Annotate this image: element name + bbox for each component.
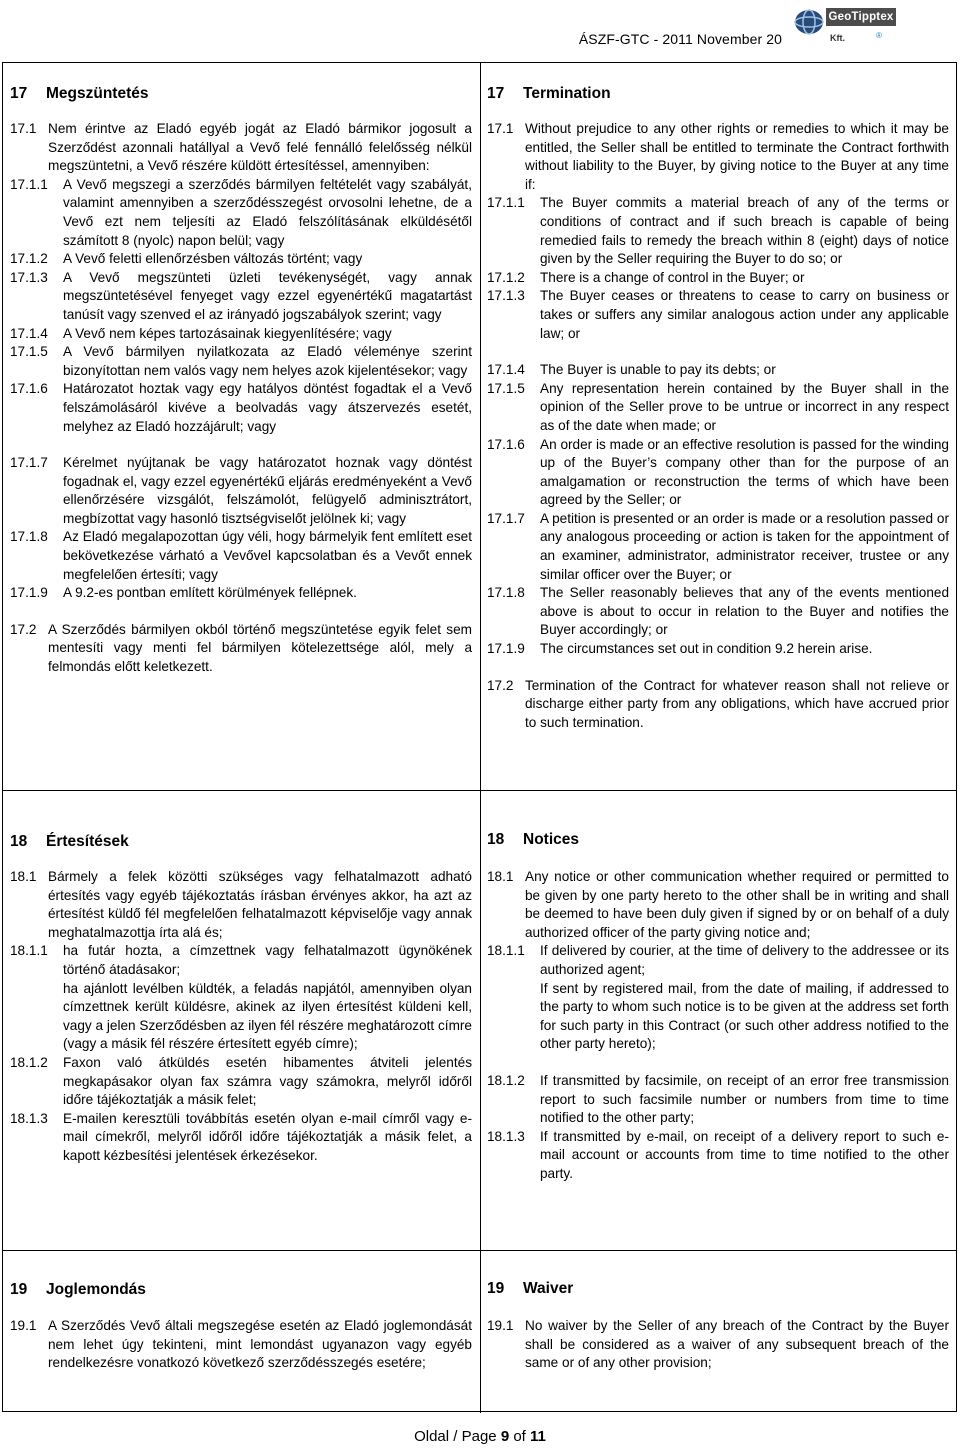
page-header [0,0,960,58]
clause-18-1-1: 18.1.1 If delivered by courier, at the time of delivery to the addressee or its authorized agent; If sent by registered mail, from the date of mailing, if addressed to the party to whom such notice is to be given at the address set forth for such party in this Contract (or such other address notified to the other party hereto); [487,943,949,1052]
clause-17-2: 17.2 Termination of the Contract for whatever reason shall not relieve or discharge either party from any obligations, which have accrued prior to such termination. [487,677,949,730]
logo-subtext: Kft. [830,33,845,43]
row-divider-18-19 [3,1250,956,1251]
section-18-en [487,830,949,1184]
page-label: Oldal / Page [414,1428,497,1445]
logo-text: GeoTipptex [826,8,896,26]
section-19-hu [10,1280,472,1373]
clause-17-1-7: 17.1.7 Kérelmet nyújtanak be vagy határozatot hoznak vagy döntést fogadnak el, vagy ezzel egyenértékű eljárás eredményeként a Vevő ellenőrzésére vizsgálót, felszámolót, felügyelő adminisztrátort, megbízottat vagy hasonló tisztségviselőt jelölnek ki; vagy [10,455,472,526]
clause-17-1: 17.1 Without prejudice to any other rights or remedies to which it may be entitled, the Seller shall be entitled to terminate the Contract forthwith without liability to the Buyer, by giving notice to the Buyer at any time if: [487,121,949,192]
section-heading: 17 Megszüntetés [10,85,149,102]
clause-18-1-3: 18.1.3 If transmitted by e-mail, on receipt of a delivery report to such e-mail account or accounts from time to time notified to the other party. [487,1128,949,1181]
section-heading: 17 Termination [487,85,611,102]
clause-19-1: 19.1 No waiver by the Seller of any breach of the Contract by the Buyer shall be considered as a waiver of any subsequent breach of the same or of any other provision; [487,1318,949,1371]
clause-18-1-3: 18.1.3 E-mailen keresztüli továbbítás esetén olyan e-mail címről vagy e-mail címekről, melyről időről időre tájékoztatják a másik felet, a kapott kézbesítési jelentések érkezésekor. [10,1110,472,1163]
page-of: of [513,1428,526,1445]
document-title: ÁSZF-GTC - 2011 November 20 [578,31,782,47]
section-17-en [487,84,949,732]
clause-18-1: 18.1 Any notice or other communication whether required or permitted to be given by one party hereto to the other shall be in writing and shall be deemed to have been duly given if signed by or on behalf of a duly authorized officer of the party giving notice and; [487,869,949,940]
logo-registered-mark: ® [876,31,882,40]
section-heading: 18 Értesítések [10,833,129,850]
clause-17-1: 17.1 Nem érintve az Eladó egyéb jogát az Eladó bármikor jogosult a Szerződést azonnali hatállyal a Vevő felé fennálló felelősség nélkül megszüntetni, a Vevő részére küldött értesítéssel, amennyiben: [10,121,472,174]
clause-17-1-5: 17.1.5 A Vevő bármilyen nyilatkozata az Eladó véleménye szerint bizonyítottan nem valós vagy nem helyes azok kijelentésekor; vagy [10,344,472,378]
section-heading: 18 Notices [487,831,579,848]
clause-17-1-6: 17.1.6 Határozatot hoztak vagy egy hatályos döntést fogadtak el a Vevő felszámolásáról kivéve a beolvadás vagy átszervezés esetét, melyhez az Eladó hozzájárult; vagy [10,381,472,434]
row-divider-17-18 [3,790,956,791]
section-17-hu [10,84,472,677]
clause-17-1-5: 17.1.5 Any representation herein contained by the Buyer shall in the opinion of the Seller prove to be untrue or incorrect in any respect as of the date when made; or [487,380,949,433]
clause-17-1-2: 17.1.2 A Vevő feletti ellenőrzésben változás történt; vagy [10,251,363,267]
page-number: 9 [500,1428,510,1445]
clause-17-1-4: 17.1.4 The Buyer is unable to pay its debts; or [487,362,776,378]
clause-19-1: 19.1 A Szerződés Vevő általi megszegése esetén az Eladó joglemondását nem lehet úgy tekinteni, mint lemondást ugyanazon vagy egyéb rendelkezésre vonatkozó következő szerződésszegés esetére; [10,1318,472,1371]
clause-17-1-1: 17.1.1 The Buyer commits a material breach of any of the terms or conditions of contract and if such breach is capable of being remedied fails to remedy the breach within 8 (eight) days of notice given by the Seller requiring the Buyer to do so; or [487,195,949,267]
clause-18-1: 18.1 Bármely a felek közötti szükséges vagy felhatalmazott adható értesítés vagy egyéb tájékoztatás írásban érvényes akkor, ha azt az értesítést küldő fél megfelelően felhatalmazott képviselője vagy annak meghatalmazottja írta alá és; [10,869,472,940]
clause-17-2: 17.2 A Szerződés bármilyen okból történő megszüntetése egyik felet sem mentesíti vagy menti fel bármilyen kötelezettsége alól, mely a felmondás előtt keletkezett. [10,621,472,675]
page-footer [0,1428,960,1447]
clause-17-1-9: 17.1.9 The circumstances set out in condition 9.2 herein arise. [487,641,873,657]
section-heading: 19 Joglemondás [10,1281,146,1298]
clause-17-1-3: 17.1.3 A Vevő megszünteti üzleti tevékenységét, vagy annak megszüntetésével fenyeget vagy ezzel egyenértékű magatartást tanúsít vagy szenved el az irányadó jogszabályok szerint; vagy [10,269,472,322]
clause-17-1-8: 17.1.8 The Seller reasonably believes that any of the events mentioned above is about to occur in relation to the Buyer and notifies the Buyer accordingly; or [487,585,949,638]
clause-17-1-9: 17.1.9 A 9.2-es pontban említett körülmények fellépnek. [10,585,357,601]
clause-17-1-4: 17.1.4 A Vevő nem képes tartozásainak kiegyenlítésére; vagy [10,325,392,341]
clause-17-1-1: 17.1.1 A Vevő megszegi a szerződés bármilyen feltételét vagy szabályát, valamint amennyiben a szerződésszegést orvosolni lehetne, de a Vevő ezt nem teljesíti az Eladó felszólításának elküldésétől számított 8 (nyolc) napon belül; vagy [10,176,472,248]
clause-18-1-1: 18.1.1 ha futár hozta, a címzettnek vagy felhatalmazott ügynökének történő átadásakor; ha ajánlott levélben küldték, a feladás napjától, amennyiben olyan címzettnek került küldésre, akinek az ilyen értesítést küldeni kell, vagy a jelen Szerződésben az ilyen fél részére meghatározott címre (vagy a másik fél részére értesített egyéb címre); [10,943,472,1052]
page-total: 11 [530,1428,546,1445]
clause-17-1-7: 17.1.7 A petition is presented or an order is made or a resolution passed or any analogous proceeding or action is taken for the appointment of an examiner, administrator, administrator receiver, trustee or any similar officer over the Buyer; or [487,510,949,582]
clause-18-1-2: 18.1.2 If transmitted by facsimile, on receipt of an error free transmission report to such facsimile number or numbers from time to time notified to the other party; [487,1072,949,1126]
clause-17-1-6: 17.1.6 An order is made or an effective resolution is passed for the winding up of the Buyer’s company other than for the purpose of an amalgamation or reconstruction the terms of which have been agreed by the Seller; or [487,436,949,508]
globe-icon [793,7,825,35]
clause-17-1-3: 17.1.3 The Buyer ceases or threatens to cease to carry on business or takes or suffers any similar analogous action under any applicable law; or [487,288,949,341]
section-heading: 19 Waiver [487,1280,574,1297]
clause-17-1-8: 17.1.8 Az Eladó megalapozottan úgy véli, hogy bármelyik fent említett eset bekövetkezése várható a Vevővel kapcsolatban és a Vevőt ennek megfelelően értesíti; vagy [10,529,472,582]
clause-17-1-2: 17.1.2 There is a change of control in the Buyer; or [487,269,805,285]
section-18-hu [10,832,472,1166]
clause-18-1-2: 18.1.2 Faxon való átküldés esetén hibamentes átviteli jelentés megkapásakor olyan fax számra vagy számokra, melyről időről időre tájékoztatják a másik felet; [10,1054,472,1108]
company-logo [790,5,900,49]
column-divider [480,63,481,1413]
section-19-en [487,1279,949,1373]
